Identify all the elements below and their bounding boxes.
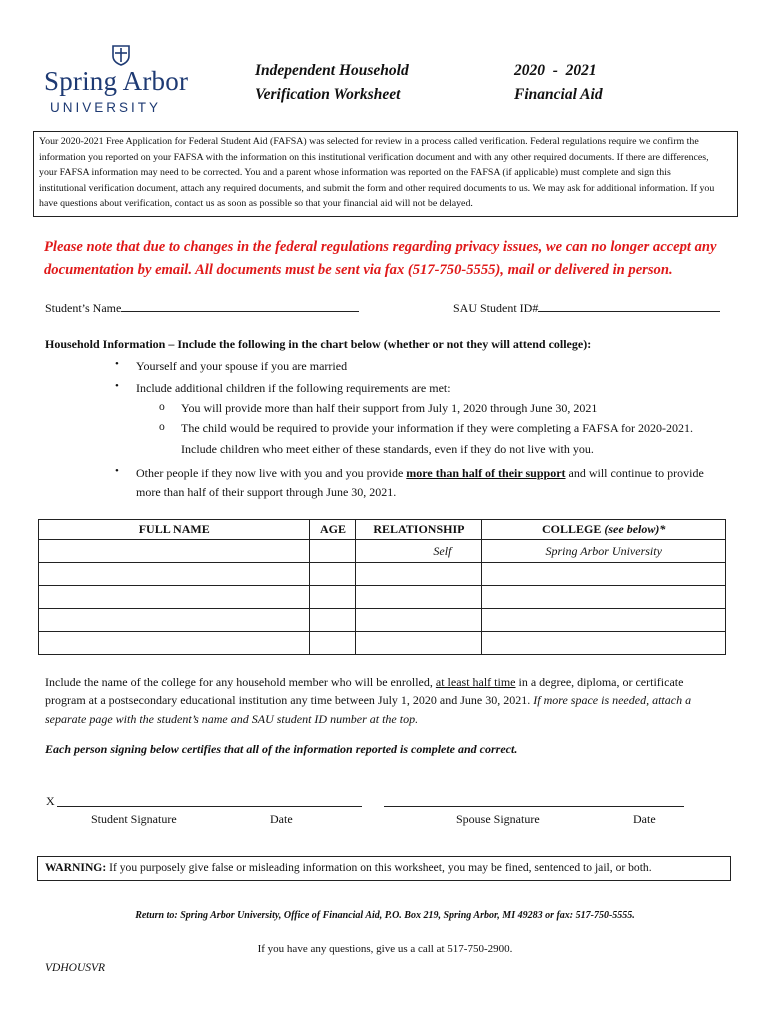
age-cell[interactable] xyxy=(310,586,356,609)
table-row xyxy=(39,563,726,586)
household-heading: Household Information – Include the following in the chart below (whether or not they will attend college): xyxy=(45,337,592,351)
department: Financial Aid xyxy=(514,86,603,103)
spouse-signature-line[interactable] xyxy=(384,806,684,807)
return-address: Return to: Spring Arbor University, Office of Financial Aid, P.O. Box 219, Spring Arbor, MI 49283 or fax: 517-750-5555. xyxy=(135,910,635,921)
college-cell[interactable] xyxy=(482,563,726,586)
household-bullet3-line2: more than half of their support through June 30, 2021. xyxy=(136,485,397,499)
table-row xyxy=(39,540,726,563)
date-label: Date xyxy=(633,812,656,826)
college-note-post: in a degree, diploma, or certificate xyxy=(515,675,684,689)
college-note-underlined: at least half time xyxy=(435,675,516,689)
form-title-line1: Independent Household xyxy=(255,62,409,79)
form-title-line2: Verification Worksheet xyxy=(255,86,401,103)
x-mark: X xyxy=(46,794,55,808)
household-bullet1: Yourself and your spouse if you are married xyxy=(136,359,348,373)
col-college-note: (see below)* xyxy=(604,522,666,536)
name-cell[interactable] xyxy=(39,632,310,655)
questions-line: If you have any questions, give us a call at 517-750-2900. xyxy=(257,943,513,955)
logo-subtitle: UNIVERSITY xyxy=(50,100,162,115)
intro-line: your FAFSA information may need to be corrected. You and a parent whose information was reported on the FAFSA (if applicable) must complete and sign this xyxy=(39,167,671,179)
student-name-label: Student’s Name xyxy=(45,301,122,315)
household-bullet3 xyxy=(136,466,704,481)
bullet3-post: and will continue to provide xyxy=(565,466,704,480)
student-signature-line[interactable] xyxy=(57,806,362,807)
age-cell[interactable] xyxy=(310,540,356,563)
college-note-line2-italic: If more space is needed, attach a xyxy=(533,693,692,707)
col-full-name: FULL NAME xyxy=(39,520,310,540)
intro-box xyxy=(33,131,738,217)
college-cell[interactable] xyxy=(482,632,726,655)
household-sub-note: Include children who meet either of these standards, even if they do not live with you. xyxy=(181,442,594,456)
relationship-cell[interactable] xyxy=(356,609,482,632)
award-year: 2020 - 2021 xyxy=(514,62,597,79)
col-college xyxy=(482,520,726,540)
col-college-label: COLLEGE xyxy=(542,522,602,536)
university-logo xyxy=(44,40,204,120)
student-id-label: SAU Student ID# xyxy=(453,301,539,315)
college-cell: Spring Arbor University xyxy=(482,540,726,563)
student-signature-label: Student Signature xyxy=(91,812,177,826)
student-name-row xyxy=(45,300,359,316)
intro-line: Your 2020-2021 Free Application for Federal Student Aid (FAFSA) was selected for review in a process called verification. Federal regulations require we confirm the xyxy=(39,136,699,147)
student-id-row xyxy=(453,300,720,316)
household-table xyxy=(38,519,726,655)
sub-bullet-icon: o xyxy=(159,400,165,413)
intro-line: have questions about verification, contact us as soon as possible so that your financial aid will not be delayed. xyxy=(39,198,473,210)
table-row xyxy=(39,586,726,609)
college-note-pre: Include the name of the college for any household member who will be enrolled, xyxy=(45,675,436,689)
bullet3-pre: Other people if they now live with you and you provide xyxy=(136,466,407,480)
relationship-cell: Self xyxy=(356,540,482,563)
spouse-signature-label: Spouse Signature xyxy=(456,812,540,826)
warning-box xyxy=(37,856,731,881)
col-age: AGE xyxy=(310,520,356,540)
age-cell[interactable] xyxy=(310,632,356,655)
college-note-line3: separate page with the student’s name and SAU student ID number at the top. xyxy=(45,712,419,726)
crest-icon xyxy=(110,44,132,66)
name-cell[interactable] xyxy=(39,586,310,609)
age-cell[interactable] xyxy=(310,609,356,632)
college-note-line2-pre: program at a postsecondary educational institution any time between July 1, 2020 and June 30, 2021. xyxy=(45,693,534,707)
college-cell[interactable] xyxy=(482,586,726,609)
intro-line: institutional verification document, attach any required documents, and submit the form and other required documents to us. We may ask for additional information. If you xyxy=(39,182,715,194)
household-bullet2: Include additional children if the following requirements are met: xyxy=(136,381,451,395)
col-relationship: RELATIONSHIP xyxy=(356,520,482,540)
college-cell[interactable] xyxy=(482,609,726,632)
college-note-line1 xyxy=(45,675,683,690)
name-cell[interactable] xyxy=(39,563,310,586)
notice-line1: Please note that due to changes in the federal regulations regarding privacy issues, we can no longer accept any xyxy=(44,239,717,255)
form-code: VDHOUSVR xyxy=(45,962,106,974)
age-cell[interactable] xyxy=(310,563,356,586)
name-cell[interactable] xyxy=(39,609,310,632)
relationship-cell[interactable] xyxy=(356,586,482,609)
intro-line: information you reported on your FAFSA with the information on this institutional verification document and with any other required documents. If there are differences, xyxy=(39,151,709,163)
table-header-row xyxy=(39,520,726,540)
notice-line2: documentation by email. All documents must be sent via fax (517-750-5555), mail or delivered in person. xyxy=(44,262,673,278)
bullet-icon: • xyxy=(115,465,119,477)
privacy-notice xyxy=(44,236,744,282)
name-cell[interactable] xyxy=(39,540,310,563)
warning-label: WARNING: xyxy=(45,861,107,874)
household-sub2: The child would be required to provide your information if they were completing a FAFSA for 2020-2021. xyxy=(181,421,694,435)
warning-text: If you purposely give false or misleading information on this worksheet, you may be fined, sentenced to jail, or both. xyxy=(106,861,652,874)
bullet3-bold: more than half of their support xyxy=(406,466,566,480)
college-note-line2 xyxy=(45,693,691,708)
bullet-icon: • xyxy=(115,380,119,392)
table-row xyxy=(39,609,726,632)
date-label: Date xyxy=(270,812,293,826)
bullet-icon: • xyxy=(115,358,119,370)
logo-name: Spring Arbor xyxy=(44,66,189,96)
relationship-cell[interactable] xyxy=(356,563,482,586)
student-name-field[interactable] xyxy=(121,300,359,312)
relationship-cell[interactable] xyxy=(356,632,482,655)
certify-statement: Each person signing below certifies that all of the information reported is complete and correct. xyxy=(45,742,518,756)
household-sub1: You will provide more than half their support from July 1, 2020 through June 30, 2021 xyxy=(181,401,598,415)
sub-bullet-icon: o xyxy=(159,420,165,433)
student-id-field[interactable] xyxy=(538,300,720,312)
table-row xyxy=(39,632,726,655)
